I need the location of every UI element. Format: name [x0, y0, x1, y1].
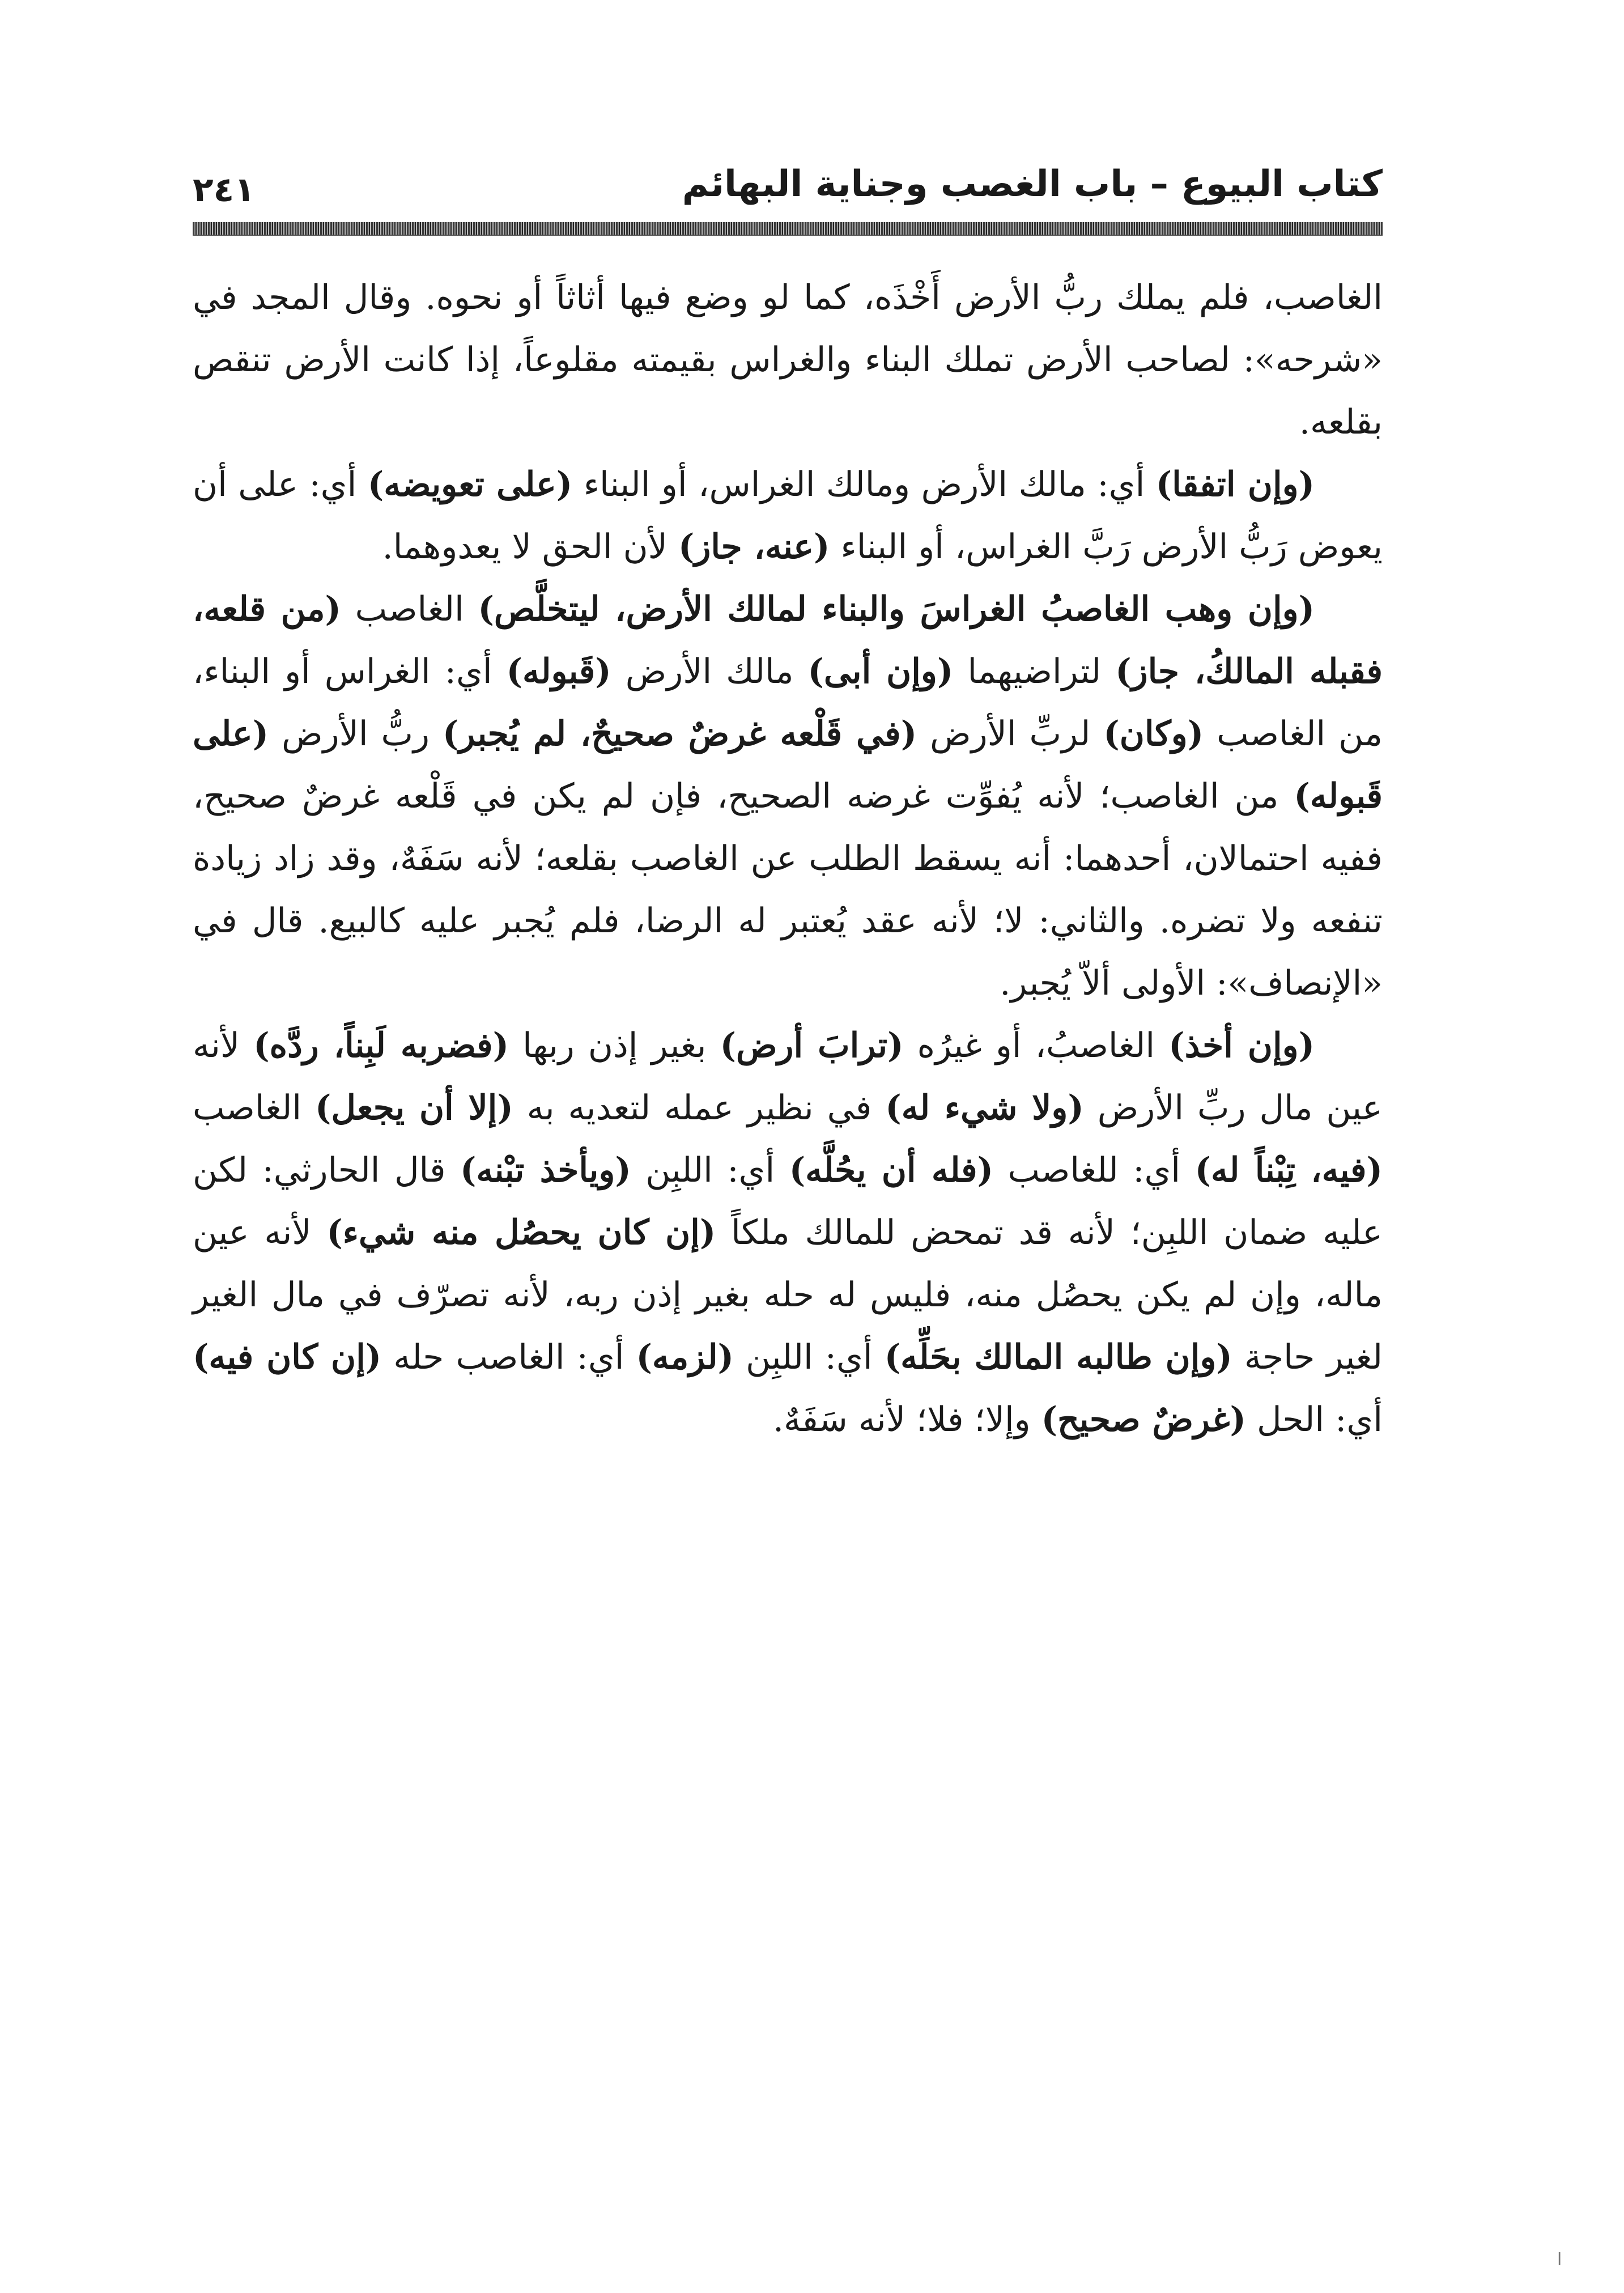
text-segment: في نظير عمله لتعديه به [513, 1088, 886, 1128]
text-segment: لأنه عين مال ربِّ الأرض [193, 1026, 1383, 1128]
bold-text-segment: (وإن أبى) [807, 652, 954, 691]
text-segment: وإلا؛ فلا؛ لأنه سَفَهٌ. [772, 1400, 1041, 1440]
running-title: كتاب البيوع – باب الغصب وجناية البهائم [682, 163, 1383, 205]
text-segment: الغاصب [341, 589, 478, 629]
bold-text-segment: (لزمه) [636, 1337, 734, 1377]
bold-text-segment: (في قَلْعه غرضٌ صحيحٌ، لم يُجبر) [443, 714, 917, 754]
bold-text-segment: (ترابَ أرض) [720, 1026, 904, 1065]
text-segment: أي: الغراس أو البناء، من الغاصب [193, 652, 1383, 754]
bold-text-segment: (وإن طالبه المالك بحَلِّه) [884, 1337, 1232, 1377]
text-segment: لأن الحق لا يعدوهما. [382, 527, 678, 567]
bold-text-segment: (غرضٌ صحيح) [1041, 1400, 1246, 1440]
bold-text-segment: (ولا شيء له) [885, 1088, 1084, 1128]
paragraph [193, 266, 1383, 453]
text-segment: أي: للغاصب [993, 1150, 1195, 1190]
text-segment: مالك الأرض [611, 652, 808, 691]
bold-text-segment: (قَبوله) [506, 652, 611, 691]
bold-text-segment: (إن كان فيه) [193, 1337, 382, 1377]
text-segment: الغاصب [193, 1088, 315, 1128]
paragraph [193, 578, 1383, 1014]
bold-text-segment: (وكان) [1103, 714, 1204, 754]
bold-text-segment: (إلا أن يجعل) [315, 1088, 513, 1128]
bold-text-segment: (إن كان يحصُل منه شيء) [326, 1213, 716, 1252]
text-segment: لربِّ الأرض [917, 714, 1104, 754]
header-rule [193, 222, 1383, 235]
bold-text-segment: (عنه، جاز) [678, 527, 830, 567]
page-number: ٢٤١ [193, 170, 255, 210]
bold-text-segment: (وإن اتفقا) [1155, 465, 1315, 504]
bold-text-segment: (على قَبوله) [193, 714, 1383, 816]
text-segment: أي: اللبِن [631, 1150, 789, 1190]
text-segment: أي: مالك الأرض ومالك الغراس، أو البناء [572, 465, 1156, 504]
text-segment: أي: على أن يعوض رَبُّ الأرض رَبَّ الغراس، أو البناء [193, 465, 1383, 567]
text-segment: ربُّ الأرض [269, 714, 443, 754]
bold-text-segment: (وإن أخذ) [1168, 1026, 1315, 1065]
bold-text-segment: (من قلعه، فقبله المالكُ، جاز) [193, 589, 1383, 691]
text-segment: أي: اللبِن [734, 1337, 885, 1377]
text-segment: لتراضيهما [953, 652, 1116, 691]
text-segment: الغاصب، فلم يملك ربُّ الأرض أَخْذَه، كما لو وضع فيها أثاثاً أو نحوه. وقال المجد في «شرحه»: لصاحب الأرض تملك البناء والغراس بقيمته مقلوعاً، إذا كانت الأرض تنقص بقلعه. [193, 278, 1383, 442]
bold-text-segment: (وإن وهب الغاصبُ الغراسَ والبناء لمالك الأرض، ليتخلَّص) [478, 589, 1315, 629]
text-segment: بغير إذن ربها [508, 1026, 720, 1065]
paragraph [193, 1014, 1383, 1451]
running-head [193, 153, 1383, 215]
text-segment: الغاصبُ، أو غيرُه [903, 1026, 1169, 1065]
body-text [193, 266, 1383, 1451]
bold-text-segment: (فيه، تِبْناً له) [1194, 1150, 1383, 1190]
corner-mark: ا [1557, 2250, 1562, 2270]
text-segment: أي: الغاصب حله [381, 1337, 636, 1377]
bold-text-segment: (ويأخذ تبْنه) [460, 1150, 631, 1190]
text-segment: من الغاصب؛ لأنه يُفوِّت غرضه الصحيح، فإن لم يكن في قَلْعه غرضٌ صحيح، ففيه احتمالان، أحدهما: أنه يسقط الطلب عن الغاصب بقلعه؛ لأنه سَفَهٌ، وقد زاد زيادة تنفعه ولا تضره. والثاني: لا؛ لأنه عقد يُعتبر له الرضا، فلم يُجبر عليه كالبيع. قال في «الإنصاف»: الأولى ألاّ يُجبر. [193, 776, 1383, 1003]
paragraph [193, 453, 1383, 578]
text-segment: أي: الحل [1245, 1400, 1383, 1440]
bold-text-segment: (فضربه لَبِناً، ردَّه) [253, 1026, 509, 1065]
text-segment: قال الحارثي: لكن عليه ضمان اللبِن؛ لأنه قد تمحض للمالك ملكاً [193, 1150, 1383, 1252]
bold-text-segment: (فله أن يحُلَّه) [789, 1150, 994, 1190]
text-segment: لأنه عين ماله، وإن لم يكن يحصُل منه، فليس له حله بغير إذن ربه، لأنه تصرّف في مال الغير لغير حاجة [193, 1213, 1383, 1377]
bold-text-segment: (على تعويضه) [367, 465, 573, 504]
